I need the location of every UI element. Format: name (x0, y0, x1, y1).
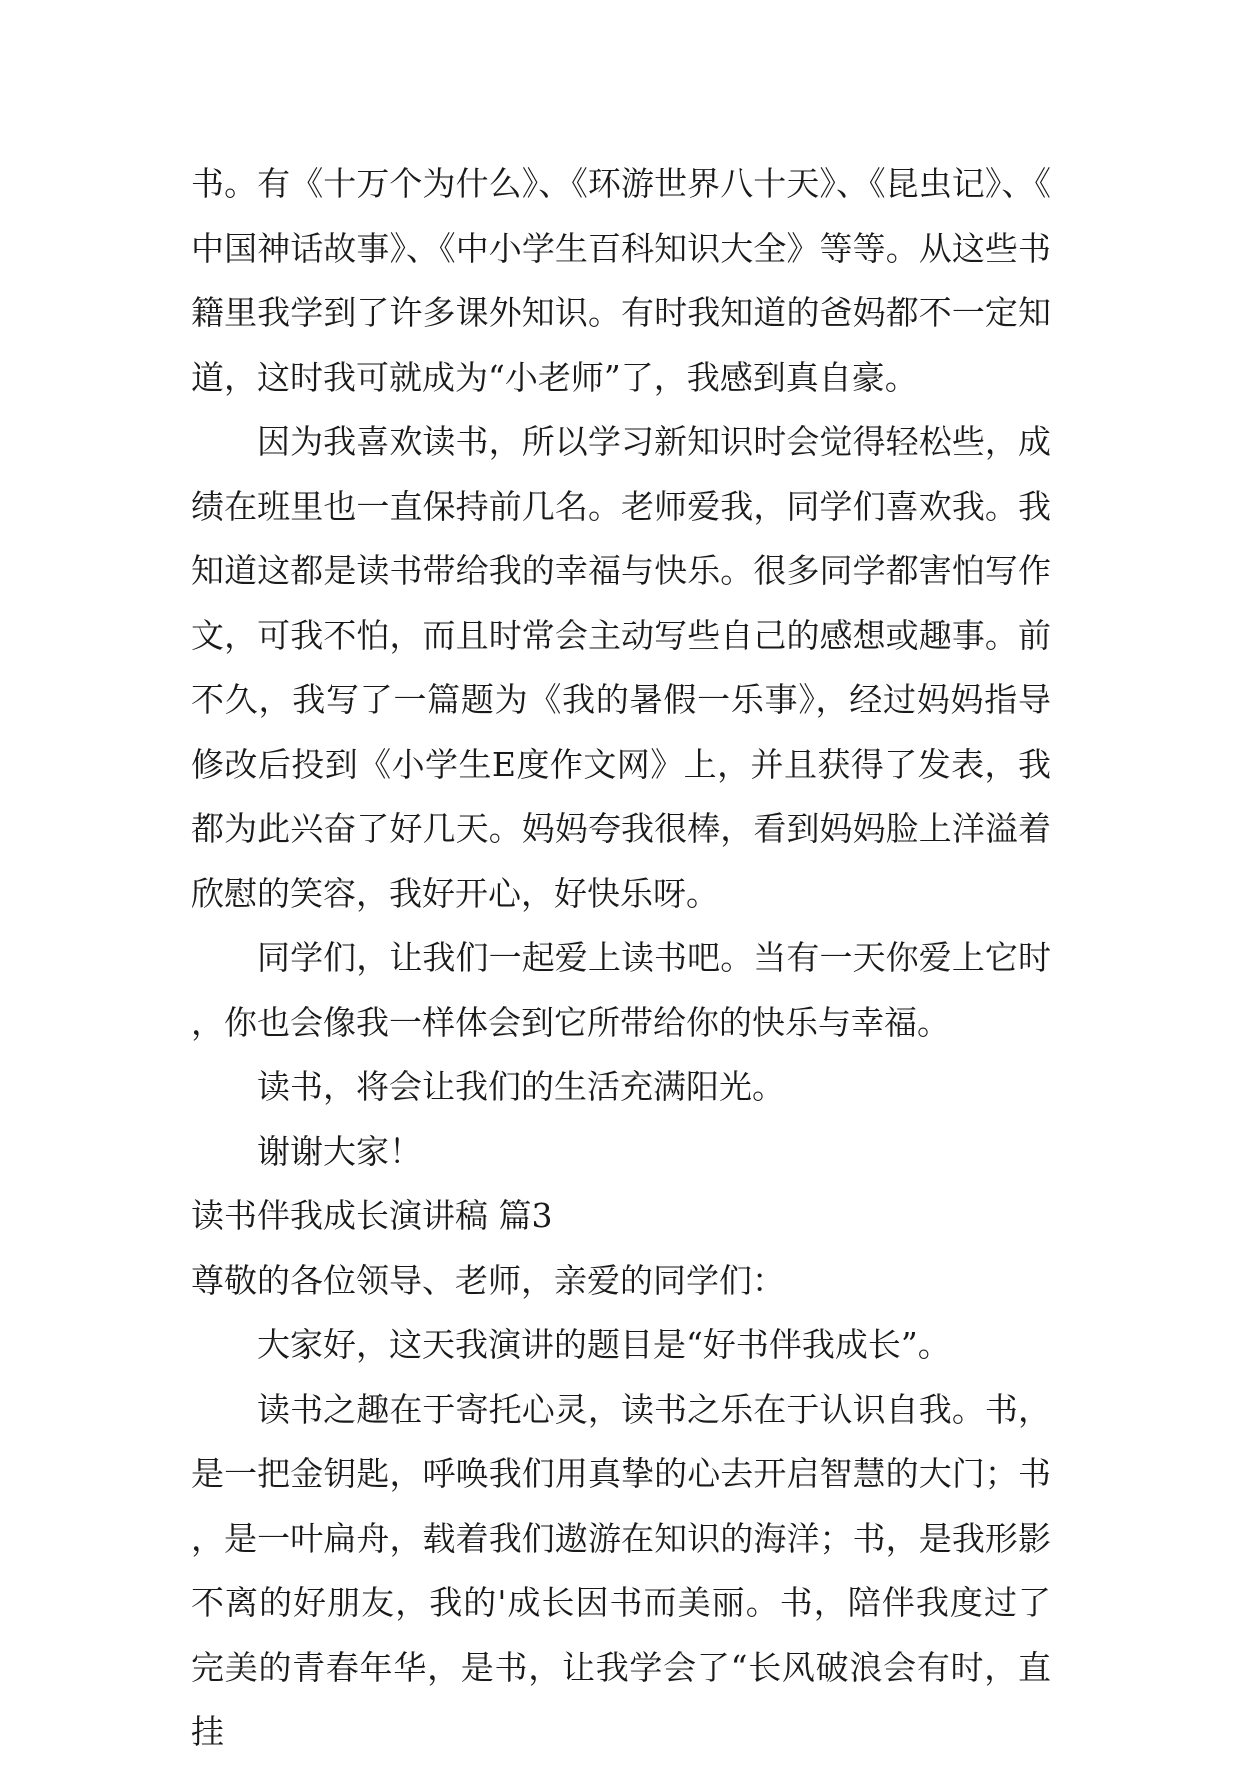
paragraph-8: 大家好，这天我演讲的题目是“好书伴我成长”。 (257, 1325, 951, 1364)
paragraph-5: 谢谢大家！ (257, 1131, 422, 1171)
paragraph-4: 读书，将会让我们的生活充满阳光。 (257, 1067, 785, 1106)
paragraph-9: 读书之趣在于寄托心灵，读书之乐在于认识自我。书，是一把金钥匙，呼唤我们用真挚的心去开启智慧的大门；书，是一叶扁舟，载着我们遨游在知识的海洋；书，是我形影不离的好朋友，我的'成长因书而美丽。书，陪伴我度过了完美的青春年华，是书，让我学会了“长风破浪会有时，直挂 (191, 1389, 1051, 1751)
document-body (191, 152, 1051, 1765)
salutation: 尊敬的各位领导、老师，亲爱的同学们： (191, 1260, 785, 1300)
paragraph-2: 因为我喜欢读书，所以学习新知识时会觉得轻松些，成绩在班里也一直保持前几名。老师爱我，同学们喜欢我。我知道这都是读书带给我的幸福与快乐。很多同学都害怕写作文，可我不怕，而且时常会主动写些自己的感想或趣事。前不久，我写了一篇题为《我的暑假一乐事》，经过妈妈指导修改后投到《小学生E度作文网》上，并且获得了发表，我都为此兴奋了好几天。妈妈夸我很棒，看到妈妈脸上洋溢着欣慰的笑容，我好开心，好快乐呀。 (191, 422, 1051, 913)
paragraph-3: 同学们，让我们一起爱上读书吧。当有一天你爱上它时，你也会像我一样体会到它所带给你的快乐与幸福。 (191, 938, 1051, 1042)
paragraph-1: 书。有《十万个为什么》、《环游世界八十天》、《昆虫记》、《中国神话故事》、《中小学生百科知识大全》等等。从这些书籍里我学到了许多课外知识。有时我知道的爸妈都不一定知道，这时我可就成为“小老师”了，我感到真自豪。 (191, 164, 1051, 397)
section-heading: 读书伴我成长演讲稿 篇3 (191, 1196, 553, 1235)
